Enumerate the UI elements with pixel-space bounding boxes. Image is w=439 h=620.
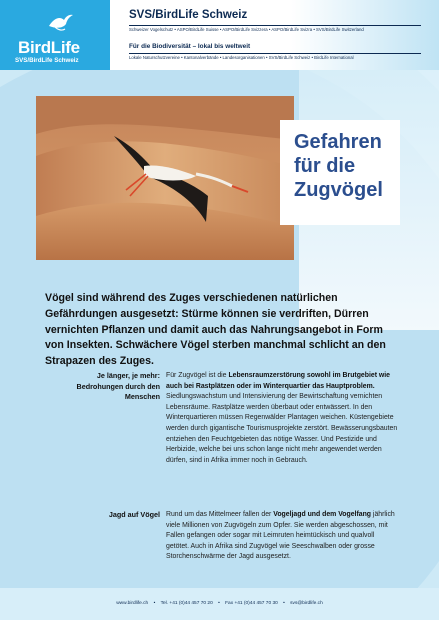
birdlife-logo[interactable] [0, 0, 110, 70]
footer-website-link[interactable]: www.birdlife.ch [116, 601, 149, 606]
paragraph-body: jährlich viele Millionen von Zugvögeln zum Opfer. Sie werden abgeschossen, mit Fallen gefangen oder sogar mit Leimruten heimtückisch und qualvoll getötet. Auch in Afrika sind Zugvögel wie Seeschwalben oder grosse Storchenschwärme der Jagd ausgesetzt. [166, 511, 395, 561]
logo-subtitle: SVS/BirdLife Schweiz [15, 57, 79, 64]
title-line-1: Gefahren [294, 131, 382, 153]
network-list: Lokale Naturschutzvereine • Kantonalverbände • Landesorganisationen • SVS/BirdLife Schweiz • BirdLife International [129, 55, 354, 60]
section-heading-line: Je länger, je mehr: [96, 371, 160, 380]
logo-wordmark: BirdLife [18, 38, 80, 57]
paragraph-intro: Rund um das Mittelmeer fallen der [166, 511, 274, 518]
title-line-3: Zugvögel [294, 179, 383, 201]
footer-email-link[interactable]: svs@birdlife.ch [290, 601, 323, 606]
section-heading-line: Bedrohungen durch den [76, 381, 160, 391]
section-heading-human-threats [40, 371, 160, 403]
paragraph-emphasis: Lebensraumzerstörung sowohl im Brutgebiet wie auch bei Rastplätzen oder im Winterquartier das Hauptproblem. [166, 372, 391, 390]
paragraph-emphasis: Vogeljagd und dem Vogelfang [273, 511, 371, 518]
footer-separator: • [283, 601, 285, 606]
footer-separator: • [153, 601, 156, 606]
footer-fax: Fax +41 (0)44 457 70 30 [225, 601, 278, 606]
section-text-human-threats [166, 371, 398, 466]
title-box [280, 120, 400, 225]
section-heading-line: Menschen [124, 392, 160, 402]
header-divider [129, 25, 421, 26]
paragraph-intro: Für Zugvögel ist die [166, 372, 229, 379]
footer-separator: • [218, 601, 220, 606]
document-title [294, 130, 383, 202]
section-text-hunting [166, 510, 398, 563]
section-heading-hunting [40, 510, 160, 521]
partner-organizations: Schweizer Vogelschutz • ASPO/BirdLife Suisse • ASPO/BirdLife Svizzera • ASPO/BirdLife Svizra • SVS/BirdLife Switzerland [129, 27, 364, 32]
lead-paragraph: Vögel sind während des Zuges verschiedenen natürlichen Gefährdungen ausgesetzt: Stürme können sie verdriften, Dürren vernichten Pflanzen und damit auch das Nahrungsangebot in Form von Insekten. Schwächere Vögel sterben manchmal schlicht an den Strapazen des Zuges. [45, 292, 386, 368]
organization-title: SVS/BirdLife Schweiz [129, 9, 248, 21]
bird-logo-icon [48, 12, 74, 34]
paragraph-body: Siedlungswachstum und Intensivierung der Bewirtschaftung vernichten Lebensräume. Rastplätze werden überbaut oder entwässert. In den Winterquartieren müssen Regenwälder Plantagen weichen. Küstengebiete werden durch gigantische Tourismusprojekte zerstört. Bewässerungsbauten entziehen den Feuchtgebieten das nötige Wasser. Und Pestizide und Herbizide, welche bei uns schon lange nicht mehr angewendet werden dürfen, sind in Afrika immer noch in Gebrauch. [166, 393, 398, 464]
title-line-2: für die [294, 155, 356, 177]
organization-slogan: Für die Biodiversität – lokal bis weltweit [129, 43, 251, 50]
contact-footer [0, 601, 439, 606]
section-heading-line: Jagd auf Vögel [108, 510, 160, 519]
header-divider-2 [129, 53, 421, 54]
desert-stork-illustration [36, 96, 294, 260]
footer-phone: Tel. +41 (0)44 457 70 20 [160, 601, 213, 606]
stork-photo [36, 96, 294, 260]
